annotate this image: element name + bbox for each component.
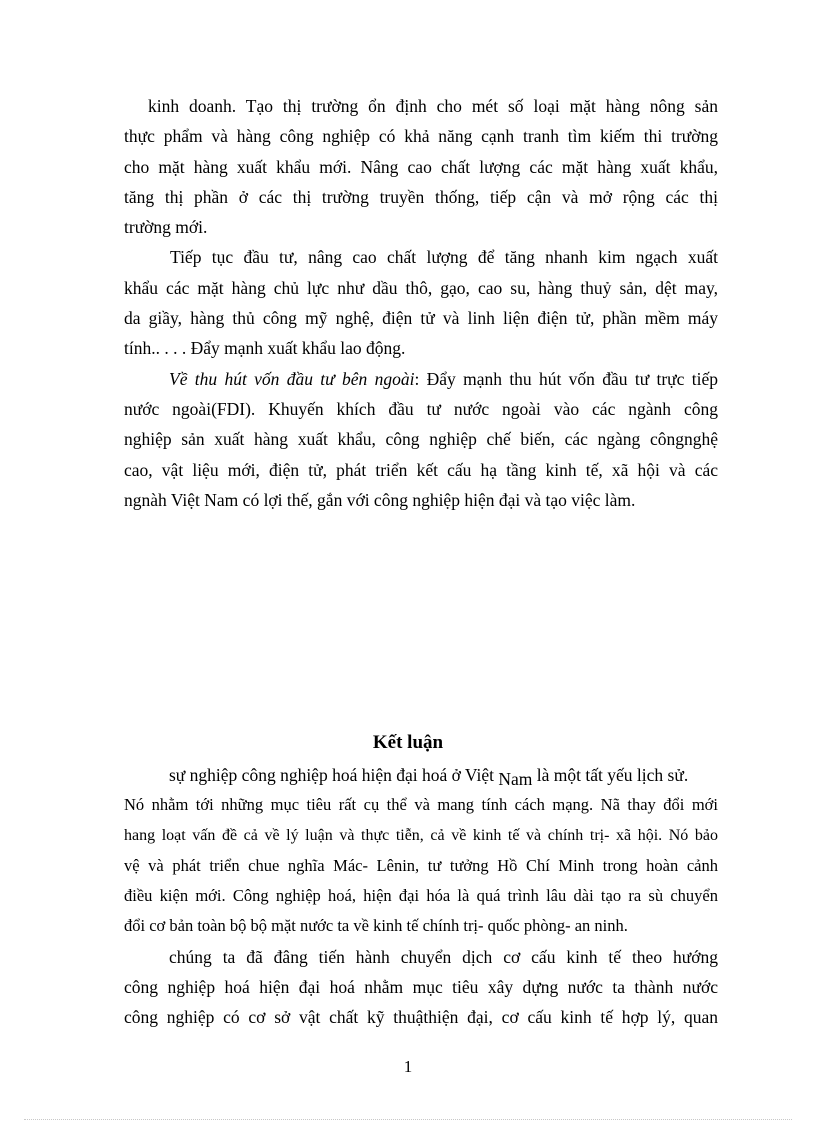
paragraph-text: sự nghiệp công nghiệp hoá hiện đại hoá ở Việt [169, 765, 495, 785]
paragraph-line: da giầy, hàng thủ công mỹ nghệ, điện tử và linh liện điện tử, phần mềm máy [124, 308, 718, 329]
paragraph-line: cho mặt hàng xuất khẩu mới. Nâng cao chất lượng các mặt hàng xuất khẩu, [124, 156, 718, 177]
paragraph-line: hang loạt vấn đề cả về lý luận và thực tiễn, cả về kinh tế và chính trị- xã hội. Nó bảo [124, 826, 718, 844]
paragraph-line: trường mới. [124, 217, 208, 238]
page-number: 1 [403, 1057, 413, 1076]
paragraph-line [124, 364, 718, 394]
paragraph-line: Tiếp tục đầu tư, nâng cao chất lượng để tăng nhanh kim ngạch xuất [170, 247, 718, 268]
paragraph-text: Nam [498, 769, 533, 789]
body-text-section-2 [124, 760, 718, 1033]
paragraph-line: nghiệp sản xuất hàng xuất khẩu, công nghiệp chế biến, các ngàng côngnghệ [124, 429, 718, 450]
section-heading: Kết luận [372, 732, 444, 753]
paragraph-line: công nghiệp hoá hiện đại hoá nhằm mục tiêu xây dựng nước ta thành nước [124, 977, 718, 998]
paragraph-line: nước ngoài(FDI). Khuyến khích đầu tư nước ngoài vào các ngành công [124, 398, 718, 419]
paragraph-line: tính.. . . . Đẩy mạnh xuất khẩu lao động. [124, 338, 406, 359]
paragraph-line: vệ và phát triển chue nghĩa Mác- Lênin, tư tưởng Hồ Chí Minh trong hoàn cảnh [124, 855, 718, 875]
paragraph-line: điều kiện mới. Công nghiệp hoá, hiện đại hóa là quá trình lâu dài tạo ra sù chuyển [124, 886, 718, 906]
paragraph-line: ngnàh Việt Nam có lợi thế, gắn với công nghiệp hiện đại và tạo việc làm. [124, 489, 636, 510]
paragraph-line: kinh doanh. Tạo thị trường ổn định cho mét số loại mặt hàng nông sản [148, 96, 718, 116]
paragraph-line: tăng thị phần ở các thị trường truyền thống, tiếp cận và mở rộng các thị [124, 186, 718, 207]
paragraph-line: chúng ta đã đâng tiến hành chuyển dịch cơ cấu kinh tế theo hướng [169, 946, 718, 967]
page-bottom-dotted-rule [24, 1119, 792, 1120]
paragraph-line: Nó nhằm tới những mục tiêu rất cụ thể và mang tính cách mạng. Nã thay đổi mới [124, 795, 718, 815]
paragraph-line: khẩu các mặt hàng chủ lực như dầu thô, gạo, cao su, hàng thuỷ sản, dệt may, [124, 277, 718, 298]
paragraph-line [124, 760, 718, 790]
paragraph-text: : Đẩy mạnh thu hút vốn đầu tư trực tiếp [414, 368, 718, 389]
body-text-section-1 [124, 91, 718, 515]
italic-subheading: Về thu hút vốn đầu tư bên ngoài [169, 368, 415, 389]
paragraph-line: công nghiệp có cơ sở vật chất kỹ thuậthiện đại, cơ cấu kinh tế hợp lý, quan [124, 1007, 718, 1028]
paragraph-line: thực phẩm và hàng công nghiệp có khả năng cạnh tranh tìm kiếm thi trường [124, 126, 718, 147]
paragraph-line: cao, vật liệu mới, điện tử, phát triển kết cấu hạ tầng kinh tế, xã hội và các [124, 459, 718, 480]
paragraph-text: là một tất yếu lịch sử. [536, 765, 689, 785]
paragraph-line: đổi cơ bản toàn bộ bộ mặt nước ta về kinh tế chính trị- quốc phòng- an ninh. [124, 916, 628, 936]
